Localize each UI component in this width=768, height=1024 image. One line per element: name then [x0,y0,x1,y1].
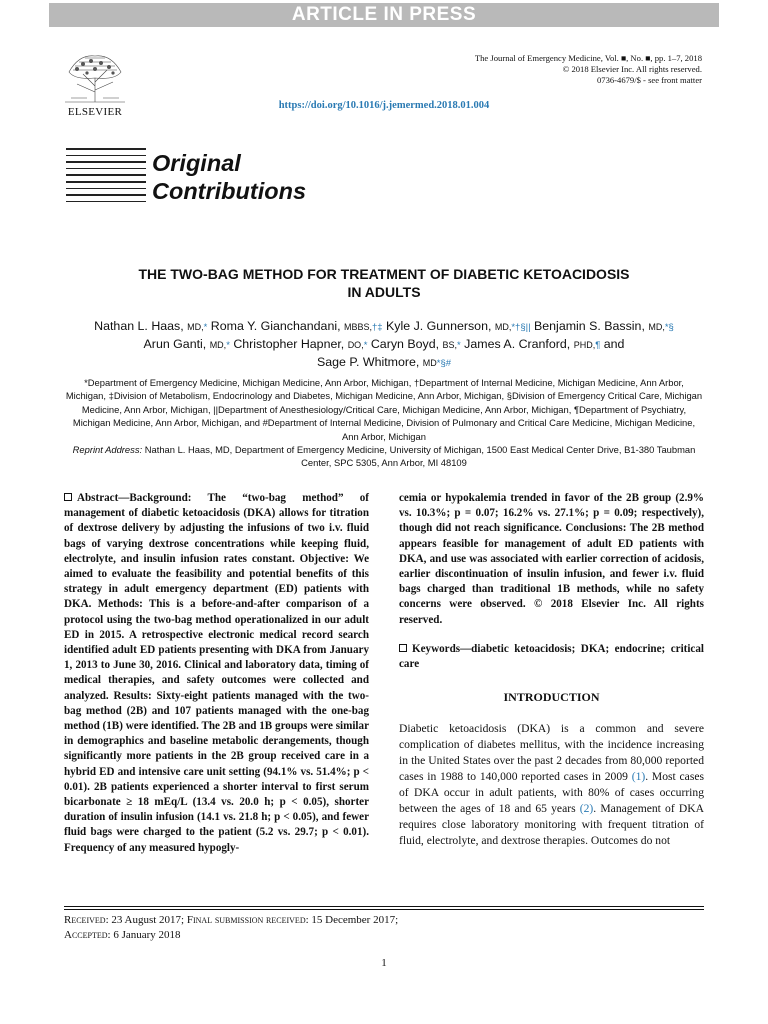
footnote-divider [64,906,704,907]
section-rule-mark [66,148,146,206]
journal-citation [475,53,702,86]
affiliation-marks[interactable]: * [203,322,208,333]
intro-text: . Management of DKA requires close laboratory monitoring with frequent titration of fluid, electrolyte, and dextrose therapies. Outcomes do not [399,802,704,848]
square-bullet-icon [399,644,407,652]
intro-text: . Most cases of DKA occur in adult patients, with 80% of cases occurring between the ages of 18 and 65 years [399,770,704,816]
author-degree: MD, [209,340,227,350]
abstract [64,491,369,856]
section-title [152,149,306,205]
section-title-line: Original [152,150,241,176]
copyright-line: © 2018 Elsevier Inc. All rights reserved. [562,64,702,74]
author-degree: MD, [494,322,512,332]
author-degree: MD, [648,322,665,332]
author-degree: PHD, [573,340,596,350]
affiliation-marks[interactable]: *§# [436,358,452,369]
introduction-heading: INTRODUCTION [503,690,600,705]
section-title-line: Contributions [152,178,307,204]
introduction-text [399,721,704,849]
publisher-name: ELSEVIER [67,106,123,118]
left-column [64,491,369,856]
abstract-text: Abstract—Background: The “two-bag method” of management of diabetic ketoacidosis (DKA) allows for titration of dextrose delivery by adjusting the infusions of two i.v. fluid bags of varying dextrose concentrations while keeping fluid, electrolyte, and insulin infusion rates constant. Objective: We aimed to evaluate the feasibility and potential benefits of this strategy in adult emergency department (ED) patients with DKA. Methods: This is a before-and-after comparison of a protocol using the two-bag method operationalized in our adult ED in 2015. A retrospective electronic medical record search identified adult ED patients presenting with DKA from January 1, 2013 to June 30, 2016. Clinical and laboratory data, timing of medical therapies, and safety outcomes were collected and analyzed. Results: Sixty-eight patients managed with the two-bag method (2B) and 107 patients managed with the one-bag method (1B) were identified. The 2B and 1B groups were similar in demographics and baseline metabolic derangements, though significantly more patients in the 2B group received care in a hybrid ED and intensive care unit setting (94.1% vs. 51.4%; p < 0.01). 2B patients experienced a shorter interval to first serum bicarbonate ≥ 18 mEq/L (13.4 vs. 20.0 h; p < 0.05), shorter duration of insulin infusion (14.1 vs. 21.8 h; p < 0.05), and fewer fluid bags were charged to the patient (5.2 vs. 29.7; p < 0.01). Frequency of any measured hypogly- [64,492,369,854]
author-degree: DO, [347,340,364,350]
square-bullet-icon [64,493,72,501]
page-number: 1 [381,957,387,969]
keywords-text: Keywords—diabetic ketoacidosis; DKA; endocrine; critical care [399,642,704,671]
affiliation-marks[interactable]: * [226,340,230,351]
final-submission-label: Final submission received [186,914,306,926]
author-degree: MD [422,358,437,368]
article-in-press-banner: ARTICLE IN PRESS [49,3,719,27]
author-name: Roma Y. Gianchandani, [210,319,341,333]
right-column [399,491,704,849]
author-name: Kyle J. Gunnerson, [386,319,492,333]
author-name: Arun Ganti, [143,337,207,351]
received-label: Received [64,914,106,926]
affiliation-marks[interactable]: *†§|| [511,322,531,333]
affiliation-marks[interactable]: ¶ [595,340,601,351]
author-degree: BS, [442,340,458,350]
final-submission-date: : 15 December 2017; [305,914,399,926]
article-history [64,913,398,943]
doi-link[interactable]: https://doi.org/10.1016/j.jemermed.2018.01.004 [278,100,490,111]
author-name: Christopher Hapner, [233,337,345,351]
author-name: James A. Cranford, [464,337,571,351]
author-degree: MBBS, [343,322,372,332]
reprint-label: Reprint Address: [72,444,143,455]
title-line: THE TWO-BAG METHOD FOR TREATMENT OF DIABETIC KETOACIDOSIS [138,266,630,282]
accepted-label: Accepted [64,929,108,941]
author-name: Caryn Boyd, [370,337,440,351]
accepted-date: : 6 January 2018 [107,929,181,941]
reference-link[interactable]: (2) [579,802,594,816]
title-line: IN ADULTS [347,284,421,300]
author-degree: MD, [187,322,204,332]
reprint-text: Nathan L. Haas, MD, Department of Emergency Medicine, University of Michigan, 1500 East Medical Center Drive, B1-380 Taubman Center, SPC 5305, Ann Arbor, MI 48109 [144,444,696,469]
received-date: : 23 August 2017; [105,914,187,926]
intro-text: Diabetic ketoacidosis (DKA) is a common and severe complication of diabetes mellitus, with the incidence increasing in the United States over the past 2 decades from 80,000 reported cases in 1988 to 140,000 reported cases in 2009 [399,722,704,784]
author-list [60,318,708,372]
affiliations: *Department of Emergency Medicine, Michigan Medicine, Ann Arbor, Michigan, †Department of Internal Medicine, Michigan Medicine, Ann Arbor, Michigan, ‡Division of Metabolism, Endocrinology and Diabetes, Michigan Medicine, Ann Arbor, Michigan, §Division of Emergency Critical Care, Michigan Medicine, Ann Arbor, Michigan, ||Department of Anesthesiology/Critical Care, Michigan Medicine, Ann Arbor, Michigan, ¶Department of Psychiatry, Michigan Medicine, Ann Arbor, Michigan, and #Department of Internal Medicine, Division of Pulmonary and Critical Care Medicine, Michigan Medicine, Ann Arbor, Michigan [65,377,703,442]
issn-line: 0736-4679/$ - see front matter [596,75,702,85]
reprint-address [64,443,704,470]
author-name: Benjamin S. Bassin, [534,319,645,333]
abstract-continued: cemia or hypokalemia trended in favor of the 2B group (2.9% vs. 10.3%; p = 0.07; 16.2% vs. 27.1%; p = 0.09; respectively), though did not reach significance. Conclusions: The 2B method appears feasible for management of adult ED patients with DKA, and use was associated with earlier correction of acidosis, earlier discontinuation of insulin infusion, and fewer i.v. fluid bags charged than traditional 1B methods, while no safety concerns were observed. © 2018 Elsevier Inc. All rights reserved. [399,492,704,626]
affiliation-marks[interactable]: *§ [664,322,674,333]
author-name: Nathan L. Haas, [94,319,184,333]
affiliation-marks[interactable]: * [457,340,461,351]
footnote-divider [64,909,704,910]
journal-citation-line: The Journal of Emergency Medicine, Vol. ■, No. ■, pp. 1–7, 2018 [474,53,702,63]
article-title [60,265,708,301]
author-name: Sage P. Whitmore, [316,355,420,369]
authors-conjunction: and [603,337,625,351]
reference-link[interactable]: (1) [631,770,646,784]
keywords [399,642,704,672]
affiliation-marks[interactable]: †‡ [372,322,383,333]
affiliation-marks[interactable]: * [363,340,368,351]
